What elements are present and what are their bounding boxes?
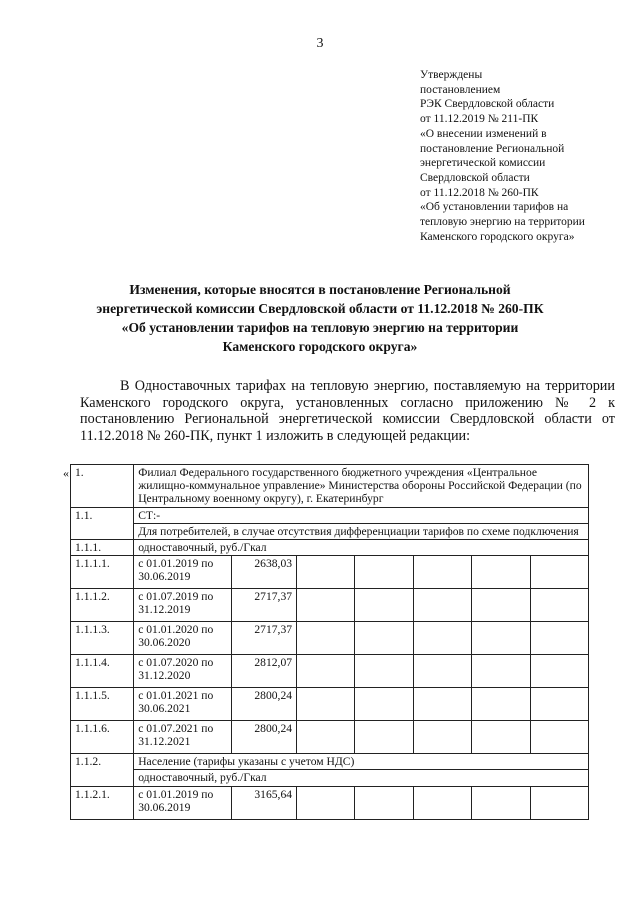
title-line: Каменского городского округа» [222, 339, 418, 354]
row-number: 1.1. [71, 507, 134, 539]
approval-line: энергетической комиссии [420, 157, 546, 170]
tariff-value: 2638,03 [231, 556, 296, 589]
tariff-value: 2800,24 [231, 688, 296, 721]
approval-line: «Об установлении тарифов на [420, 201, 569, 214]
empty-cell [355, 589, 413, 622]
table-row [71, 786, 589, 819]
approval-line: РЭК Свердловской области [420, 98, 555, 111]
population-label: Население (тарифы указаны с учетом НДС) [134, 754, 589, 770]
empty-cell [472, 786, 530, 819]
empty-cell [413, 589, 471, 622]
table-row [71, 507, 589, 523]
tariff-value: 2717,37 [231, 589, 296, 622]
row-number: 1.1.1.6. [71, 721, 134, 754]
tariff-value: 3165,64 [231, 786, 296, 819]
table-row [71, 465, 589, 508]
table-row [71, 770, 589, 786]
row-number: 1.1.1.1. [71, 556, 134, 589]
system-label: СТ:- [134, 507, 589, 523]
table-row [71, 688, 589, 721]
empty-cell [297, 622, 355, 655]
document-title [80, 280, 560, 356]
empty-cell [472, 721, 530, 754]
opening-quote: « [63, 466, 69, 480]
period-cell: с 01.01.2019 по 30.06.2019 [134, 556, 232, 589]
tariff-value: 2812,07 [231, 655, 296, 688]
rate-type-label: одноставочный, руб./Гкал [134, 770, 589, 786]
empty-cell [530, 786, 588, 819]
row-number: 1.1.1. [71, 540, 134, 556]
empty-cell [297, 556, 355, 589]
title-line: Изменения, которые вносятся в постановление Региональной [129, 282, 511, 297]
empty-cell [472, 622, 530, 655]
table-row [71, 556, 589, 589]
empty-cell [297, 721, 355, 754]
empty-cell [530, 556, 588, 589]
empty-cell [472, 589, 530, 622]
empty-cell [413, 786, 471, 819]
empty-cell [297, 589, 355, 622]
tariff-value: 2717,37 [231, 622, 296, 655]
intro-paragraph: В Одноставочных тарифах на тепловую энергию, поставляемую на территории Каменского городского округа, установленных согласно приложению № 2 к постановлению Региональной энергетической комиссии Свердловской области от 11.12.2018 № 260-ПК, пункт 1 изложить в следующей редакции: [80, 378, 615, 444]
approval-block [420, 68, 585, 244]
empty-cell [472, 655, 530, 688]
empty-cell [472, 688, 530, 721]
period-cell: с 01.01.2019 по 30.06.2019 [134, 786, 232, 819]
table-row [71, 721, 589, 754]
row-number: 1.1.1.3. [71, 622, 134, 655]
empty-cell [530, 655, 588, 688]
approval-line: «О внесении изменений в [420, 127, 547, 140]
empty-cell [355, 655, 413, 688]
empty-cell [413, 622, 471, 655]
tariff-table [70, 464, 589, 820]
period-cell: с 01.01.2021 по 30.06.2021 [134, 688, 232, 721]
row-number: 1.1.1.2. [71, 589, 134, 622]
period-cell: с 01.01.2020 по 30.06.2020 [134, 622, 232, 655]
approval-line: Каменского городского округа» [420, 230, 575, 243]
period-cell: с 01.07.2021 по 31.12.2021 [134, 721, 232, 754]
approval-line: постановлением [420, 83, 501, 96]
tariff-value: 2800,24 [231, 721, 296, 754]
empty-cell [413, 556, 471, 589]
empty-cell [355, 556, 413, 589]
row-number: 1.1.2.1. [71, 786, 134, 819]
empty-cell [355, 786, 413, 819]
table-row [71, 655, 589, 688]
consumers-label: Для потребителей, в случае отсутствия дифференциации тарифов по схеме подключения [134, 523, 589, 539]
rate-type-label: одноставочный, руб./Гкал [134, 540, 589, 556]
table-row [71, 540, 589, 556]
approval-line: от 11.12.2019 № 211-ПК [420, 113, 539, 126]
approval-line: от 11.12.2018 № 260-ПК [420, 186, 539, 199]
empty-cell [355, 688, 413, 721]
approval-line: Утверждены [420, 69, 483, 81]
empty-cell [413, 688, 471, 721]
empty-cell [297, 688, 355, 721]
row-number: 1.1.1.5. [71, 688, 134, 721]
empty-cell [472, 556, 530, 589]
empty-cell [297, 655, 355, 688]
period-cell: с 01.07.2020 по 31.12.2020 [134, 655, 232, 688]
row-number: 1.1.1.4. [71, 655, 134, 688]
empty-cell [413, 655, 471, 688]
table-row [71, 622, 589, 655]
approval-line: тепловую энергию на территории [420, 216, 585, 229]
title-line: энергетической комиссии Свердловской области от 11.12.2018 № 260-ПК [96, 301, 544, 316]
approval-line: Свердловской области [420, 171, 530, 184]
empty-cell [297, 786, 355, 819]
table-row [71, 754, 589, 770]
empty-cell [530, 622, 588, 655]
period-cell: с 01.07.2019 по 31.12.2019 [134, 589, 232, 622]
empty-cell [530, 589, 588, 622]
empty-cell [530, 721, 588, 754]
page-number: 3 [316, 36, 324, 51]
table-row [71, 523, 589, 539]
title-line: «Об установлении тарифов на тепловую энергию на территории [121, 320, 519, 335]
empty-cell [355, 721, 413, 754]
table-row [71, 589, 589, 622]
empty-cell [413, 721, 471, 754]
approval-line: постановление Региональной [420, 142, 565, 155]
organization-name: Филиал Федерального государственного бюджетного учреждения «Центральное жилищно-коммунальное управление» Министерства обороны Российской Федерации (по Центральному военному округу), г. Екатеринбург [134, 465, 589, 508]
empty-cell [530, 688, 588, 721]
empty-cell [355, 622, 413, 655]
row-number: 1. [71, 465, 134, 508]
row-number: 1.1.2. [71, 754, 134, 786]
